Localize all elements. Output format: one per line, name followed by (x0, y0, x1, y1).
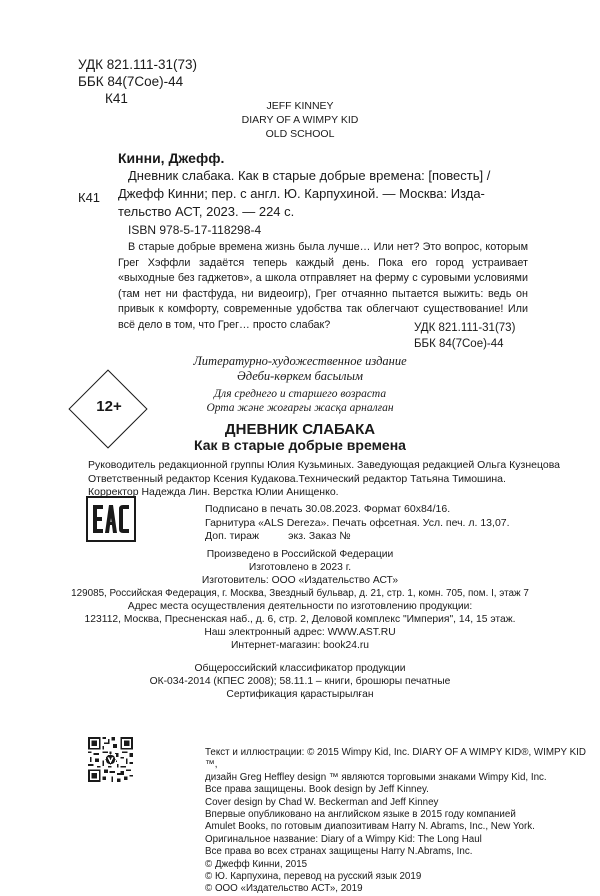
print-line-2: Гарнитура «ALS Dereza». Печать офсетная. Усл. печ. л. 13,07. (205, 516, 510, 529)
copyright-line-3: Все права защищены. Book design by Jeff Kinney. (205, 784, 429, 796)
book-title-main: ДНЕВНИК СЛАБАКА (224, 421, 376, 438)
isbn: ISBN 978-5-17-118298-4 (128, 223, 262, 237)
classifier-line-2: ОК-034-2014 (КПЕС 2008); 58.11.1 – книги, брошюры печатные (149, 676, 451, 687)
production-line-8: Интернет-магазин: book24.ru (231, 640, 369, 651)
classifier-line-1: Общероссийский классификатор продукции (194, 663, 406, 674)
qr-code-icon (88, 737, 133, 782)
copyright-block (205, 747, 600, 896)
bbk-code: ББК 84(7Сое)-44 (78, 74, 184, 89)
age-rating: 12+ (96, 398, 122, 415)
edition-type-ru: Литературно-художественное издание (193, 354, 407, 368)
production-line-7: Наш электронный адрес: WWW.AST.RU (204, 627, 396, 638)
eac-conformity-mark-icon (86, 496, 136, 542)
credit-line-1: Руководитель редакционной группы Юлия Кузьминых. Заведующая редакцией Ольга Кузнецова (88, 459, 560, 471)
production-line-6: 123112, Москва, Пресненская наб., д. 6, стр. 2, Деловой комплекс "Империя", 14, 15 этаж. (84, 614, 516, 625)
copyright-line-11: © ООО «Издательство АСТ», 2019 (205, 883, 363, 895)
copyright-line-4: Cover design by Chad W. Beckerman and Jeff Kinney (205, 796, 439, 808)
credit-line-3: Корректор Надежда Лин. Верстка Юлии Анищенко. (88, 486, 339, 498)
edition-type-kz: Әдеби-көркем басылым (237, 369, 363, 383)
udk-code-bottom: УДК 821.111-31(73) (414, 322, 516, 334)
classifier-line-3: Сертификация қарастырылған (226, 689, 374, 700)
production-line-5: Адрес места осуществления деятельности по изготовлению продукции: (127, 601, 473, 612)
udk-code: УДК 821.111-31(73) (78, 57, 198, 72)
copyright-line-8: Все права во всех странах защищены Harry N.Abrams, Inc. (205, 846, 473, 858)
book-title-sub: Как в старые добрые времена (194, 437, 406, 453)
print-line-1: Подписано в печать 30.08.2023. Формат 60x84/16. (205, 503, 451, 515)
copyright-line-9: © Джефф Кинни, 2015 (205, 858, 308, 870)
original-title: OLD SCHOOL (265, 128, 335, 140)
bib-line-2: Джефф Кинни; пер. с англ. Ю. Карпухиной. — Москва: Изда- (118, 186, 485, 201)
audience-ru: Для среднего и старшего возраста (213, 388, 387, 400)
bbk-code-bottom: ББК 84(7Сое)-44 (414, 338, 504, 350)
credit-line-2: Ответственный редактор Ксения Кудакова.Технический редактор Татьяна Тимошина. (88, 472, 506, 485)
annotation: В старые добрые времена жизнь была лучше… Или нет? Это вопрос, которым Грег Хэффли задаётся теперь каждый день. Пока его город устраивает «выходные без гаджетов», а школа отправляет на ферму с суровыми условиями (там нет ни фастфуда, ни видеоигр), Грег отчаянно пытается выжить: ведь он привык к комфорту, современные удобства так облегчают существование! Или всё дело в том, что Грег… просто слабак? (118, 241, 528, 331)
production-line-4: 129085, Российская Федерация, г. Москва, Звездный бульвар, д. 21, стр. 1, комн. 705, пом. I, этаж 7 (71, 588, 529, 599)
credits-block (88, 459, 560, 500)
original-author: JEFF KINNEY (266, 100, 334, 112)
author-mark: К41 (105, 91, 128, 106)
copyright-line-6: Amulet Books, по готовым диапозитивам Harry N. Abrams, Inc., New York. (205, 821, 535, 833)
print-line-3: Доп. тираж экз. Заказ № (205, 530, 351, 542)
copyright-line-2: дизайн Greg Heffley design ™ являются торговыми знаками Wimpy Kid, Inc. (205, 771, 547, 783)
copyright-line-1: Текст и иллюстрации: © 2015 Wimpy Kid, Inc. DIARY OF A WIMPY KID®, WIMPY KID ™, (205, 747, 586, 771)
original-series: DIARY OF A WIMPY KID (241, 114, 359, 126)
author-heading: Кинни, Джефф. (118, 150, 225, 166)
classification-bottom (414, 320, 515, 352)
author-mark-left: К41 (78, 190, 101, 205)
bib-line-1: Дневник слабака. Как в старые добрые времена: [повесть] / (128, 168, 491, 183)
production-line-1: Произведено в Российской Федерации (206, 549, 394, 560)
copyright-line-10: © Ю. Карпухина, перевод на русский язык 2019 (205, 871, 422, 883)
production-line-3: Изготовитель: ООО «Издательство АСТ» (201, 575, 399, 586)
copyright-line-7: Оригинальное название: Diary of a Wimpy Kid: The Long Haul (205, 833, 482, 845)
bib-line-3: тельство АСТ, 2023. — 224 с. (118, 204, 295, 219)
production-line-2: Изготовлено в 2023 г. (248, 562, 352, 573)
copyright-line-5: Впервые опубликовано на английском языке в 2015 году компанией (205, 809, 516, 821)
print-info (205, 503, 510, 544)
audience-kz: Орта және жоғарғы жасқа арналған (206, 402, 394, 414)
